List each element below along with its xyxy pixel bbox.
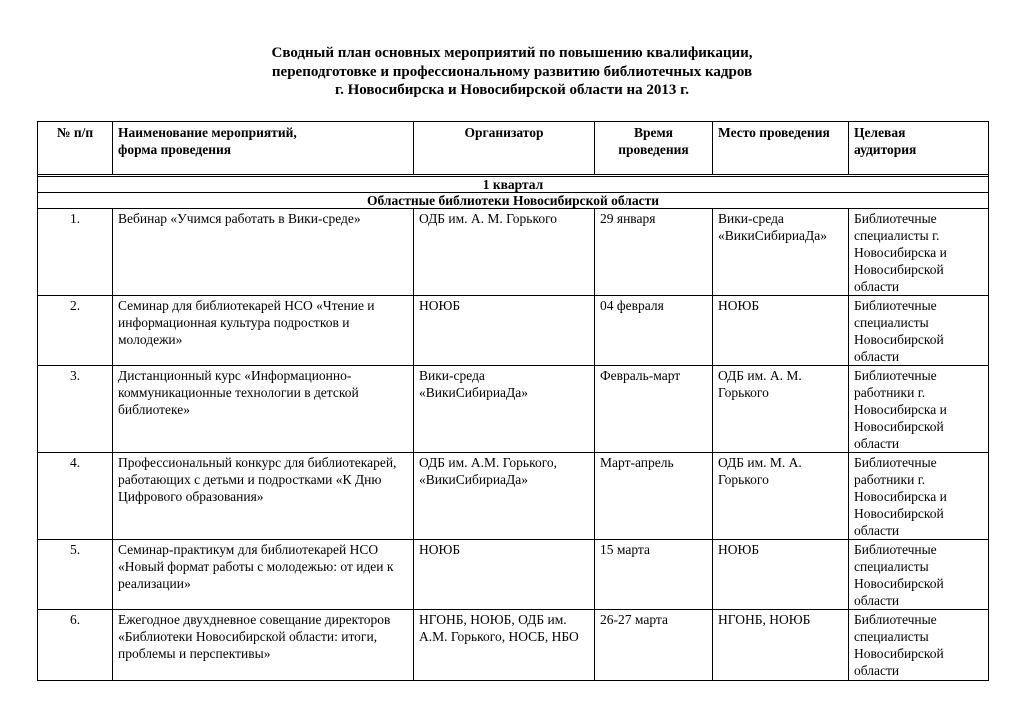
header-time-line-1: Время xyxy=(633,125,673,140)
event-time: 26-27 марта xyxy=(595,610,713,681)
header-organizer xyxy=(414,122,595,175)
event-place: ОДБ им. М. А. Горького xyxy=(713,453,849,540)
section-label: Областные библиотеки Новосибирской области xyxy=(38,193,989,209)
table-row xyxy=(38,610,989,681)
row-number: 2. xyxy=(38,296,113,366)
event-name: Семинар-практикум для библиотекарей НСО «Новый формат работы с молодежью: от идеи к реализации» xyxy=(113,540,414,610)
header-place-label: Место проведения xyxy=(718,125,830,140)
section-row xyxy=(38,193,989,209)
event-place: Вики-среда «ВикиСибириаДа» xyxy=(713,209,849,296)
event-name: Вебинар «Учимся работать в Вики-среде» xyxy=(113,209,414,296)
event-audience: Библиотечные специалисты Новосибирской области xyxy=(849,540,989,610)
header-number xyxy=(38,122,113,175)
header-audience-line-2: аудитория xyxy=(854,142,917,157)
event-organizer: ОДБ им. А. М. Горького xyxy=(414,209,595,296)
event-time: Февраль-март xyxy=(595,366,713,453)
event-organizer: НГОНБ, НОЮБ, ОДБ им. А.М. Горького, НОСБ, НБО xyxy=(414,610,595,681)
event-organizer: Вики-среда «ВикиСибириаДа» xyxy=(414,366,595,453)
event-name: Ежегодное двухдневное совещание директоров «Библиотеки Новосибирской области: итоги, проблемы и перспективы» xyxy=(113,610,414,681)
event-audience: Библиотечные специалисты Новосибирской области xyxy=(849,610,989,681)
table-row xyxy=(38,453,989,540)
event-time: 04 февраля xyxy=(595,296,713,366)
table-row xyxy=(38,540,989,610)
event-audience: Библиотечные работники г. Новосибирска и Новосибирской области xyxy=(849,366,989,453)
header-audience xyxy=(849,122,989,175)
quarter-row xyxy=(38,177,989,193)
event-place: НОЮБ xyxy=(713,540,849,610)
event-audience: Библиотечные специалисты г. Новосибирска и Новосибирской области xyxy=(849,209,989,296)
header-event-name xyxy=(113,122,414,175)
row-number: 4. xyxy=(38,453,113,540)
table-row xyxy=(38,209,989,296)
header-event-name-line-2: форма проведения xyxy=(118,142,232,157)
header-place xyxy=(713,122,849,175)
header-number-label: № п/п xyxy=(56,125,94,140)
event-name: Профессиональный конкурс для библиотекарей, работающих с детьми и подростками «К Дню Цифрового образования» xyxy=(113,453,414,540)
event-place: ОДБ им. А. М. Горького xyxy=(713,366,849,453)
title-line-3: г. Новосибирска и Новосибирской области на 2013 г. xyxy=(335,82,689,98)
event-audience: Библиотечные работники г. Новосибирска и Новосибирской области xyxy=(849,453,989,540)
quarter-label: 1 квартал xyxy=(38,177,989,193)
row-number: 6. xyxy=(38,610,113,681)
table-row xyxy=(38,296,989,366)
event-audience: Библиотечные специалисты Новосибирской области xyxy=(849,296,989,366)
event-place: НГОНБ, НОЮБ xyxy=(713,610,849,681)
event-place: НОЮБ xyxy=(713,296,849,366)
document-title xyxy=(0,44,1024,100)
events-plan-table xyxy=(37,121,989,681)
event-name: Семинар для библиотекарей НСО «Чтение и информационная культура подростков и молодежи» xyxy=(113,296,414,366)
title-line-1: Сводный план основных мероприятий по повышению квалификации, xyxy=(271,45,753,61)
header-time xyxy=(595,122,713,175)
row-number: 5. xyxy=(38,540,113,610)
event-organizer: НОЮБ xyxy=(414,296,595,366)
row-number: 1. xyxy=(38,209,113,296)
header-time-line-2: проведения xyxy=(618,142,689,157)
table-row xyxy=(38,366,989,453)
header-organizer-label: Организатор xyxy=(464,125,544,140)
event-time: Март-апрель xyxy=(595,453,713,540)
row-number: 3. xyxy=(38,366,113,453)
title-line-2: переподготовке и профессиональному развитию библиотечных кадров xyxy=(271,63,753,80)
event-time: 29 января xyxy=(595,209,713,296)
event-organizer: НОЮБ xyxy=(414,540,595,610)
event-organizer: ОДБ им. А.М. Горького, «ВикиСибириаДа» xyxy=(414,453,595,540)
header-audience-line-1: Целевая xyxy=(854,125,906,140)
table-header-row xyxy=(38,122,989,175)
event-name: Дистанционный курс «Информационно-коммуникационные технологии в детской библиотеке» xyxy=(113,366,414,453)
header-event-name-line-1: Наименование мероприятий, xyxy=(118,125,297,140)
event-time: 15 марта xyxy=(595,540,713,610)
